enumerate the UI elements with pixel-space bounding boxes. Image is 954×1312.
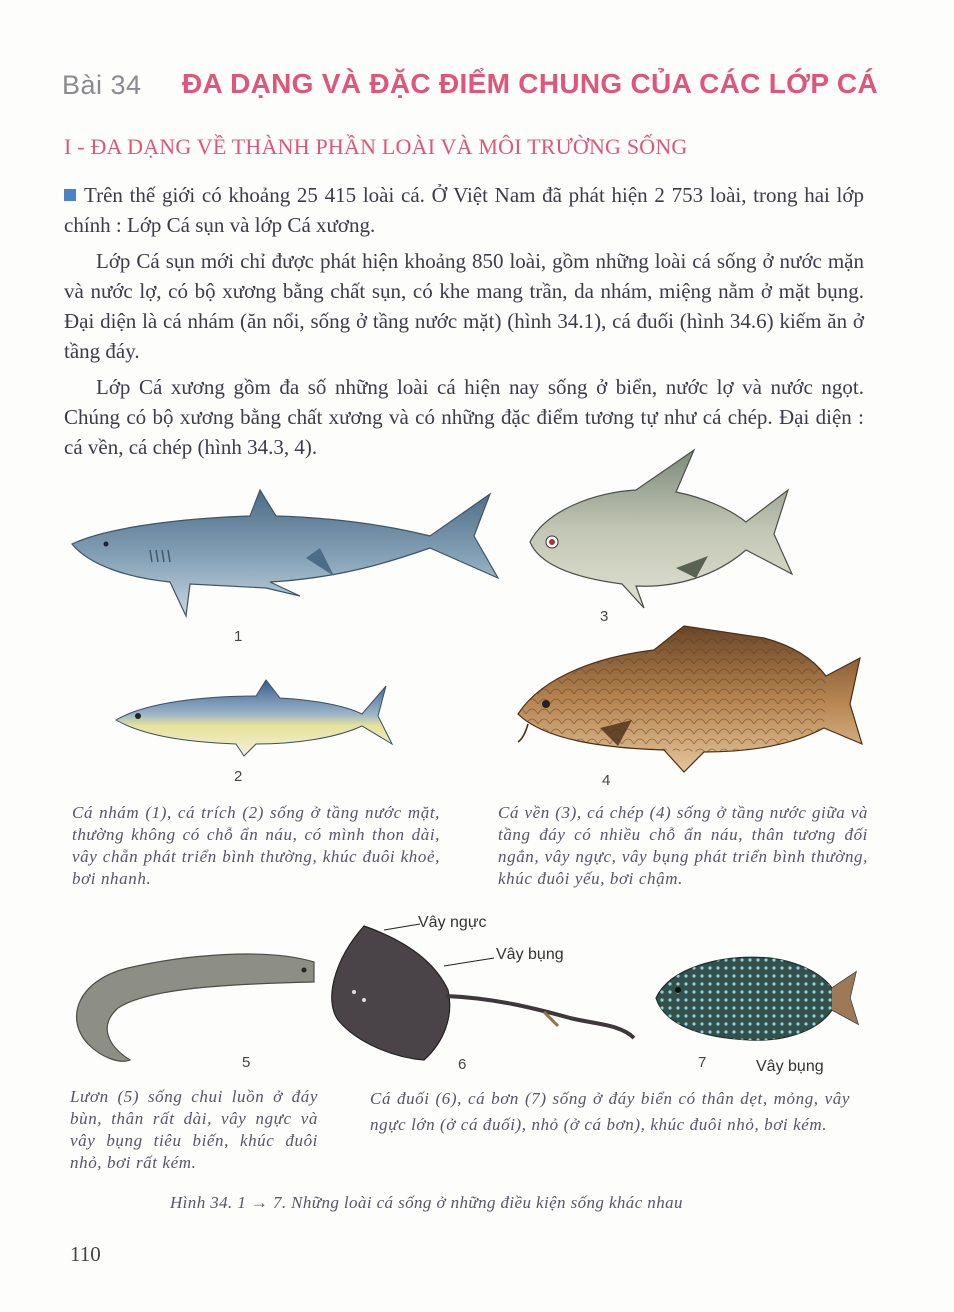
caption-eel: Lươn (5) sống chui luồn ở đáy bùn, thân rất dài, vây ngực và vây bụng tiêu biến, khúc đuôi nhỏ, bơi rất kém.	[70, 1087, 318, 1172]
shark-illustration	[70, 486, 510, 636]
figure-label-2: 2	[234, 768, 243, 785]
figure-label-3: 3	[600, 608, 609, 625]
paragraph-cartilaginous: Lớp Cá sụn mới chỉ được phát hiện khoảng 850 loài, gồm những loài cá sống ở nước mặn và nước lợ, có bộ xương bằng chất sụn, có khe mang trần, da nhám, miệng nằm ở mặt bụng. Đại diện là cá nhám (ăn nổi, sống ở tầng nước mặt) (hình 34.1), cá đuối (hình 34.6) kiếm ăn ở tầng đáy.	[64, 249, 864, 363]
eel-illustration	[68, 948, 322, 1068]
figure-label-5: 5	[242, 1054, 251, 1071]
lesson-title: ĐA DẠNG VÀ ĐẶC ĐIỂM CHUNG CỦA CÁC LỚP CÁ	[182, 68, 878, 99]
lesson-number: Bài 34	[62, 70, 142, 100]
flounder-illustration	[650, 948, 860, 1048]
caption-fast-swimmers: Cá nhám (1), cá trích (2) sống ở tầng nước mặt, thường không có chỗ ẩn náu, có mình thon dài, vây chẵn phát triển bình thường, khúc đuôi khoẻ, bơi nhanh.	[72, 803, 440, 888]
herring-illustration	[116, 676, 396, 766]
figure-label-6: 6	[458, 1056, 467, 1073]
stingray-illustration	[324, 920, 644, 1070]
paragraph-bony: Lớp Cá xương gồm đa số những loài cá hiện nay sống ở biển, nước lợ và nước ngọt. Chúng có bộ xương bằng chất xương và có những đặc điểm tương tự như cá chép. Đại diện : cá vền, cá chép (hình 34.3, 4).	[64, 375, 864, 459]
figure-title: Hình 34. 1 → 7. Những loài cá sống ở những điều kiện sống khác nhau	[170, 1193, 683, 1212]
figure-label-7: 7	[698, 1054, 707, 1071]
section-heading: I - ĐA DẠNG VỀ THÀNH PHẦN LOÀI VÀ MÔI TRƯỜNG SỐNG	[64, 134, 688, 159]
caption-mid-bottom-fish: Cá vền (3), cá chép (4) sống ở tầng nước giữa và tầng đáy có nhiều chỗ ẩn náu, thân tương đối ngắn, vây ngực, vây bụng phát triển bình thường, khúc đuôi yếu, bơi chậm.	[498, 803, 868, 888]
paragraph-intro	[64, 180, 864, 240]
square-bullet-icon	[64, 189, 76, 201]
annotation-pelvic-fin-ray: Vây bụng	[496, 946, 564, 963]
annotation-pectoral-fin: Vây ngực	[418, 914, 487, 931]
caption-flat-fish: Cá đuối (6), cá bơn (7) sống ở đáy biển có thân dẹt, mỏng, vây ngực lớn (ở cá đuối), nhỏ (ở cá bơn), khúc đuôi nhỏ, bơi kém.	[370, 1089, 850, 1134]
page-number: 110	[70, 1242, 101, 1266]
figure-label-4: 4	[602, 772, 611, 789]
paragraph-intro-text: Trên thế giới có khoảng 25 415 loài cá. Ở Việt Nam đã phát hiện 2 753 loài, trong hai lớp chính : Lớp Cá sụn và lớp Cá xương.	[64, 183, 864, 237]
bream-illustration	[526, 450, 796, 610]
annotation-pelvic-fin-flounder: Vây bụng	[756, 1058, 824, 1075]
carp-illustration	[514, 624, 868, 774]
figure-label-1: 1	[234, 628, 243, 645]
